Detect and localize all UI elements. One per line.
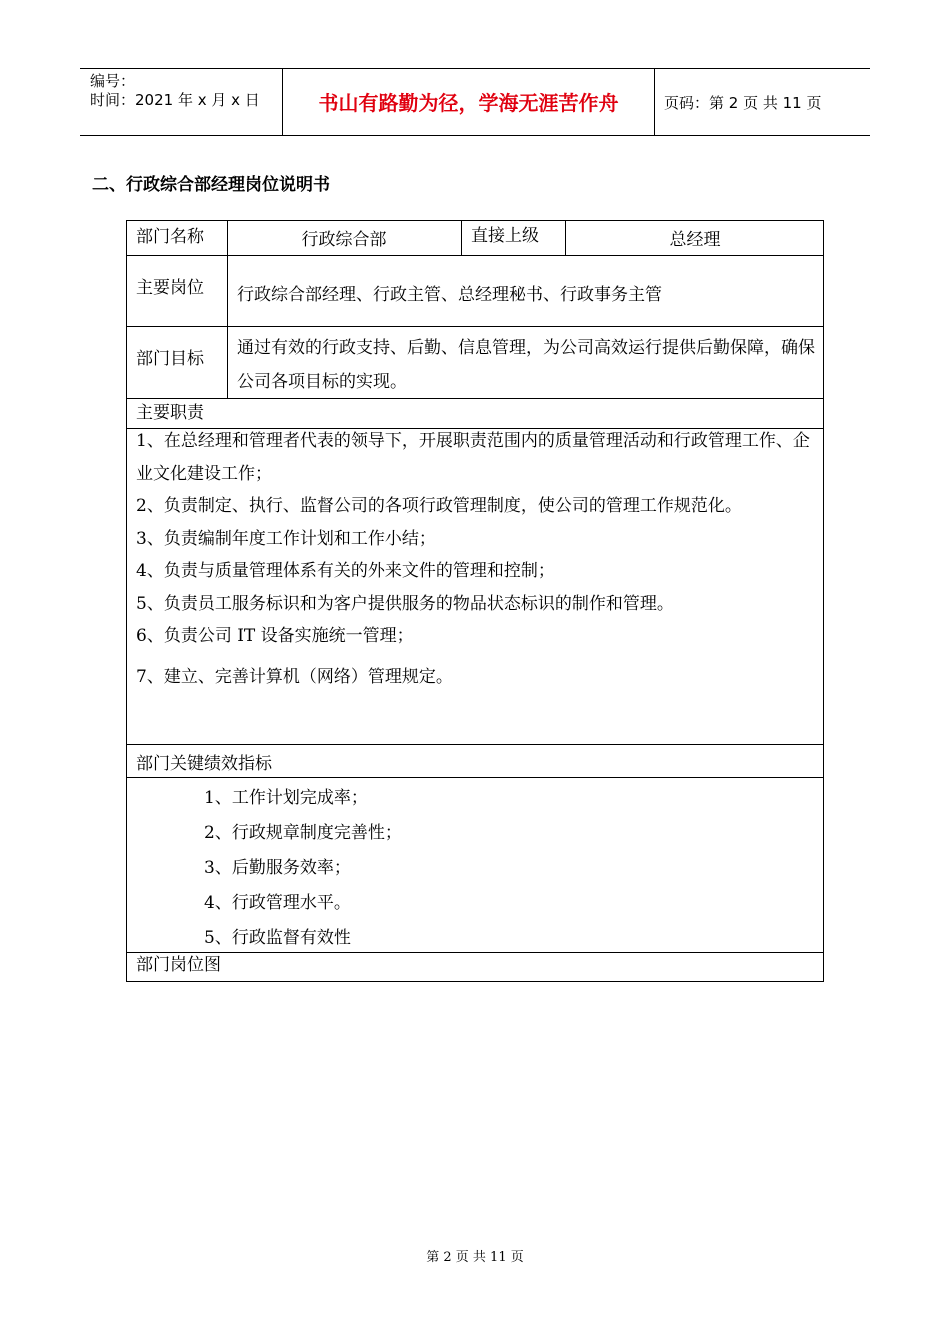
kpi-item-5: 5、行政监督有效性	[204, 928, 351, 948]
kpi-list	[204, 781, 402, 956]
row-divider	[127, 744, 823, 745]
row-divider	[127, 326, 823, 327]
goal-value: 通过有效的行政支持、后勤、信息管理，为公司高效运行提供后勤保障，确保公司各项目标的实现。	[237, 338, 815, 392]
duties-list	[136, 425, 822, 693]
positions-label: 主要岗位	[136, 278, 204, 298]
positions-value: 行政综合部经理、行政主管、总经理秘书、行政事务主管	[237, 285, 662, 305]
dept-name-value: 行政综合部	[301, 230, 387, 250]
motto-text: 书山有路勤为径，学海无涯苦作舟	[318, 91, 619, 115]
header-motto	[283, 68, 654, 135]
kpi-label: 部门关键绩效指标	[136, 754, 272, 774]
kpi-item-4: 4、行政管理水平。	[204, 893, 351, 913]
duties-label: 主要职责	[136, 403, 204, 423]
duty-item-5: 5、负责员工服务标识和为客户提供服务的物品状态标识的制作和管理。	[136, 593, 674, 614]
duty-item-2: 2、负责制定、执行、监督公司的各项行政管理制度，使公司的管理工作规范化。	[136, 496, 742, 516]
col-divider	[461, 221, 462, 255]
section-title: 二、行政综合部经理岗位说明书	[92, 175, 330, 195]
superior-label: 直接上级	[471, 226, 539, 246]
job-description-table	[126, 220, 824, 982]
header-meta	[90, 72, 260, 110]
kpi-item-1: 1、工作计划完成率；	[204, 788, 368, 808]
duty-item-6: 6、负责公司 IT 设备实施统一管理；	[136, 626, 414, 646]
chart-label: 部门岗位图	[136, 955, 221, 975]
time-label: 时间：2021 年 x 月 x 日	[90, 91, 260, 109]
serial-label: 编号：	[90, 72, 136, 90]
header-page-info: 页码：第 2 页 共 11 页	[664, 94, 822, 112]
duty-item-1: 1、在总经理和管理者代表的领导下，开展职责范围内的质量管理活动和行政管理工作、企业文化建设工作；	[136, 431, 810, 484]
kpi-item-3: 3、后勤服务效率；	[204, 858, 351, 878]
page-footer: 第 2 页 共 11 页	[426, 1250, 524, 1265]
duty-item-7: 7、建立、完善计算机（网络）管理规定。	[136, 666, 453, 687]
duty-item-4: 4、负责与质量管理体系有关的外来文件的管理和控制；	[136, 561, 555, 581]
dept-name-label: 部门名称	[136, 227, 204, 247]
header-bottom-rule	[80, 135, 870, 136]
duty-item-3: 3、负责编制年度工作计划和工作小结；	[136, 528, 436, 549]
kpi-item-2: 2、行政规章制度完善性；	[204, 823, 402, 843]
header-divider-right	[654, 68, 655, 135]
goal-label: 部门目标	[136, 349, 204, 369]
superior-value: 总经理	[669, 230, 721, 250]
